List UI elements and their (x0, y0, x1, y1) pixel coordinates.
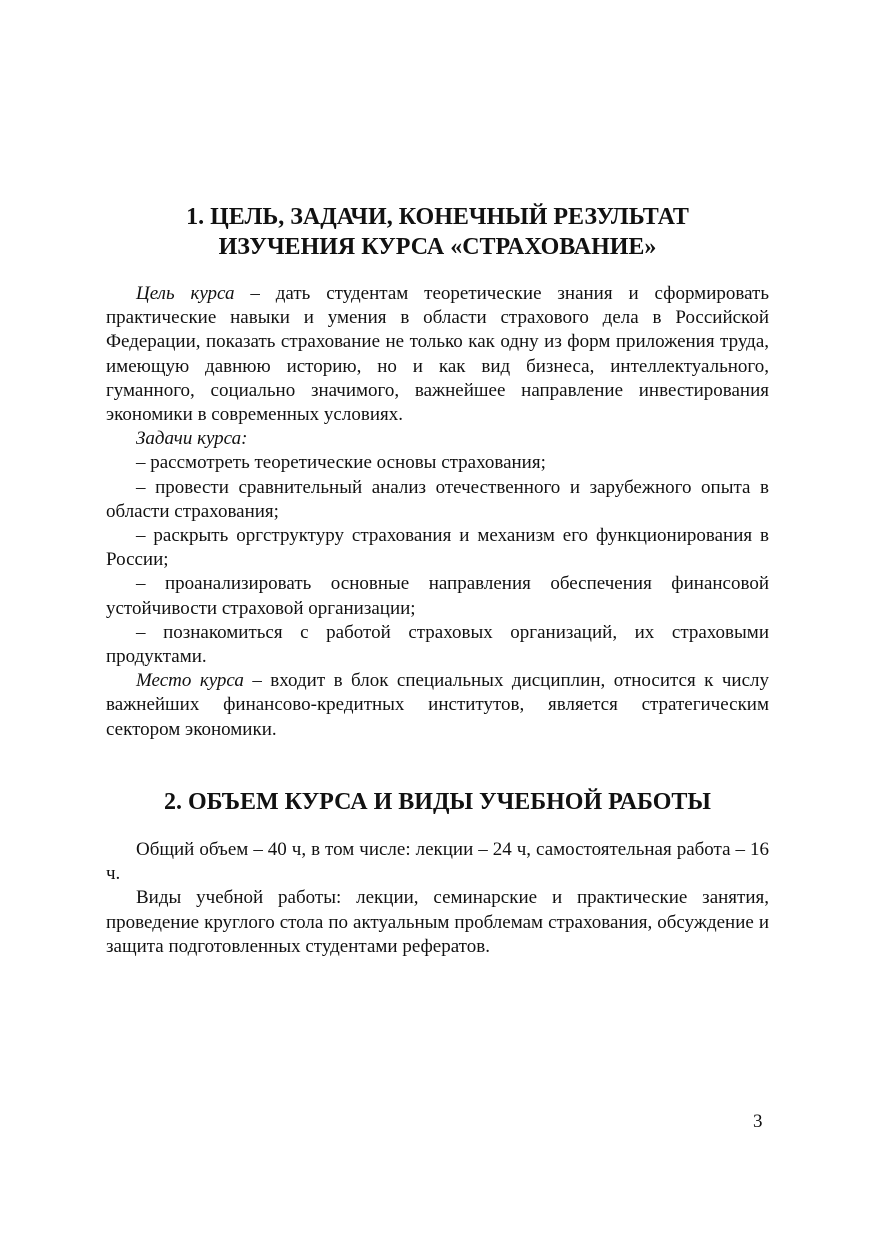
place-paragraph (106, 669, 769, 742)
task-item: – рассмотреть теоретические основы страхования; (136, 452, 546, 474)
tasks-label: Задачи курса: (136, 428, 248, 450)
section-1-body (106, 282, 769, 742)
place-text: – входит в блок специальных дисциплин, относится к числу важнейших финансово-кредитных институтов, является стратегическим сектором экономики. (106, 670, 769, 740)
task-item: – проанализировать основные направления обеспечения финансовой устойчивости страховой организации; (106, 573, 769, 619)
page-number: 3 (753, 1111, 763, 1132)
volume-paragraph: Общий объем – 40 ч, в том числе: лекции – 24 ч, самостоятельная работа – 16 ч. (106, 839, 769, 885)
section-1-title-line-2: ИЗУЧЕНИЯ КУРСА «СТРАХОВАНИЕ» (218, 234, 657, 260)
section-1-title-line-1: 1. ЦЕЛЬ, ЗАДАЧИ, КОНЕЧНЫЙ РЕЗУЛЬТАТ (186, 204, 689, 230)
task-item: – провести сравнительный анализ отечественного и зарубежного опыта в области страхования; (106, 476, 769, 522)
goal-paragraph (106, 282, 769, 427)
section-1-title (106, 202, 769, 262)
task-item: – раскрыть оргструктуру страхования и механизм его функционирования в России; (106, 525, 769, 571)
task-item: – познакомиться с работой страховых организаций, их страховыми продуктами. (106, 621, 769, 668)
section-2-body (106, 838, 769, 959)
goal-text: – дать студентам теоретические знания и сформировать практические навыки и умения в области страхового дела в Российской Федерации, показать страхование не только как одну из форм приложения труда, имеющую давнюю историю, но и как вид бизнеса, интеллектуального, гуманного, социально значимого, важнейшее направление инвестирования экономики в современных условиях. (106, 283, 770, 426)
goal-label: Цель курса (136, 283, 235, 304)
section-2-title: 2. ОБЪЕМ КУРСА И ВИДЫ УЧЕБНОЙ РАБОТЫ (164, 789, 711, 815)
work-types-paragraph: Виды учебной работы: лекции, семинарские и практические занятия, проведение круглого стола по актуальным проблемам страхования, обсуждение и защита подготовленных студентами рефератов. (106, 887, 769, 957)
place-label: Место курса (136, 670, 244, 692)
